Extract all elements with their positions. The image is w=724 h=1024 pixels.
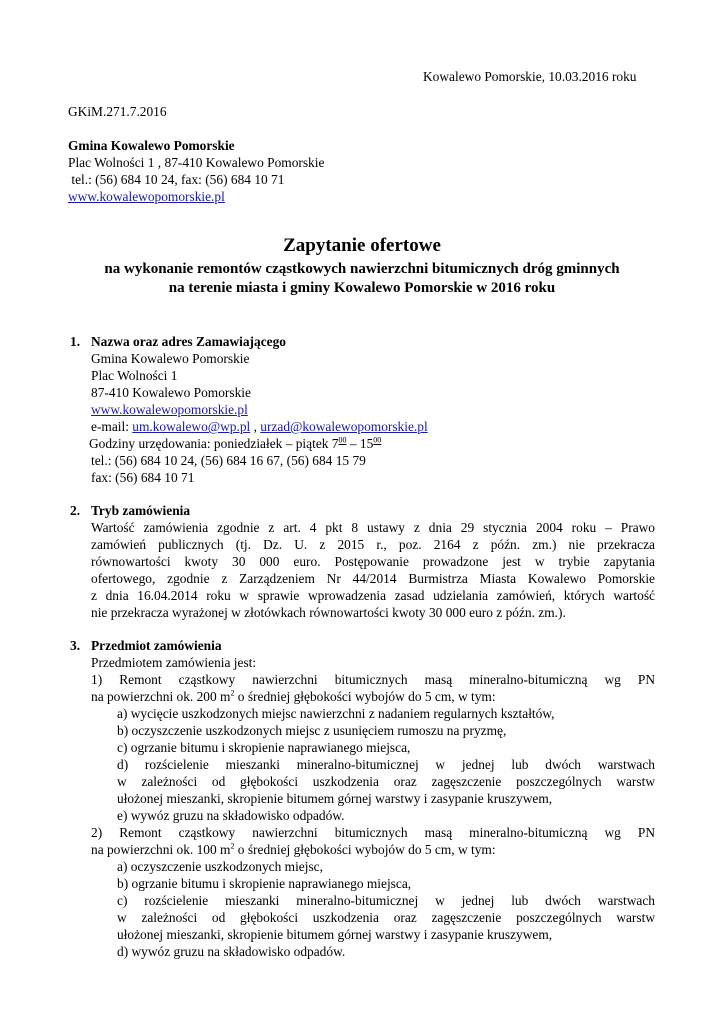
item1-sub: a) wycięcie uszkodzonych miejsc nawierzchni z nadaniem regularnych kształtów,: [117, 706, 555, 721]
item2-line2: [91, 841, 496, 858]
hours-text: Godziny urzędowania: poniedziałek – piątek 7: [89, 436, 339, 451]
item2-area: na powierzchni ok. 100 m: [91, 842, 231, 857]
section1-hours: [89, 435, 381, 452]
item1-line1: 1) Remont cząstkowy nawierzchni bitumicznych masą mineralno-bitumiczną wg PN: [91, 672, 655, 687]
item2-depth: o średniej głębokości wybojów do 5 cm, w tym:: [234, 842, 496, 857]
hours-end-minutes: 00: [373, 435, 382, 445]
section1-number: 1.: [70, 334, 81, 349]
hours-start-minutes: 00: [338, 435, 347, 445]
item1-sub-d: w zależności od głębokości uszkodzenia oraz zagęszczenie poszczególnych warstw: [117, 774, 655, 789]
document-subtitle-line1: na wykonanie remontów cząstkowych nawierzchni bitumicznych dróg gminnych: [104, 261, 620, 277]
item1-area-unit-exponent: 2: [230, 688, 235, 698]
item2-sub-c-last: ułożonej mieszanki, skropienie bitumem górnej warstwy i zasypanie kruszywem,: [117, 927, 553, 942]
item1-sub-d-last: ułożonej mieszanki, skropienie bitumem górnej warstwy i zasypanie kruszywem,: [117, 791, 553, 806]
item1-sub: b) oczyszczenie uszkodzonych miejsc z usunięciem rumoszu na pryzmę,: [117, 723, 507, 738]
place-date: Kowalewo Pomorskie, 10.03.2016 roku: [423, 69, 637, 84]
item2-line1: 2) Remont cząstkowy nawierzchni bitumicznych masą mineralno-bitumiczną wg PN: [91, 825, 655, 840]
section1-email-line: [91, 418, 428, 435]
section1-name: Gmina Kowalewo Pomorskie: [91, 351, 250, 366]
item1-area: na powierzchni ok. 200 m: [91, 689, 231, 704]
item1-sub-d: d) rozścielenie mieszanki mineralno-bitumicznej w jednej lub dwóch warstwach: [117, 757, 655, 772]
item1-sub: c) ogrzanie bitumu i skropienie naprawianego miejsca,: [117, 740, 411, 755]
sender-address: Plac Wolności 1 , 87-410 Kowalewo Pomorskie: [68, 155, 325, 170]
item2-sub-c: w zależności od głębokości uszkodzenia oraz zagęszczenie poszczególnych warstw: [117, 910, 655, 925]
email-link-2[interactable]: urzad@kowalewopomorskie.pl: [260, 419, 428, 434]
item1-sub-e: e) wywóz gruzu na składowisko odpadów.: [117, 808, 345, 823]
section3-number: 3.: [70, 638, 81, 653]
sender-phone: tel.: (56) 684 10 24, fax: (56) 684 10 71: [68, 172, 285, 187]
section1-heading: Nazwa oraz adres Zamawiającego: [91, 334, 286, 349]
item2-sub: a) oczyszczenie uszkodzonych miejsc,: [117, 859, 323, 874]
section2-line: z dnia 16.04.2014 roku w sprawie wprowadzenia zasad udzielania zamówień, których wartość: [91, 588, 655, 603]
section3-heading: Przedmiot zamówienia: [91, 638, 222, 653]
section2-number: 2.: [70, 503, 81, 518]
sender-website-link[interactable]: www.kowalewopomorskie.pl: [68, 189, 225, 204]
item2-sub-d: d) wywóz gruzu na składowisko odpadów.: [117, 944, 346, 959]
section2-line: zamówień publicznych (tj. Dz. U. z 2015 r., poz. 2164 z późn. zm.) nie przekracza: [91, 537, 655, 552]
email-link-1[interactable]: um.kowalewo@wp.pl: [132, 419, 251, 434]
section3-intro: Przedmiotem zamówienia jest:: [91, 655, 257, 670]
email-label: e-mail:: [91, 419, 133, 434]
section1-phone: tel.: (56) 684 10 24, (56) 684 16 67, (56) 684 15 79: [91, 453, 366, 468]
section1-fax: fax: (56) 684 10 71: [91, 470, 195, 485]
reference-number: GKiM.271.7.2016: [68, 104, 167, 119]
document-title: Zapytanie ofertowe: [283, 235, 441, 256]
hours-end-hour: – 15: [346, 436, 374, 451]
section2-line: Wartość zamówienia zgodnie z art. 4 pkt 8 ustawy z dnia 29 stycznia 2004 roku – Prawo: [91, 520, 655, 535]
email-separator: ,: [250, 419, 261, 434]
section1-street: Plac Wolności 1: [91, 368, 178, 383]
section1-website-link[interactable]: www.kowalewopomorskie.pl: [91, 402, 248, 417]
section2-line-last: nie przekracza wyrażonej w złotówkach równowartości kwoty 30 000 euro z późn. zm.).: [91, 605, 566, 620]
item1-line2: [91, 688, 496, 705]
section1-city: 87-410 Kowalewo Pomorskie: [91, 385, 251, 400]
section2-line: równowartości kwoty 30 000 euro. Postępowanie prowadzone jest w trybie zapytania: [91, 554, 655, 569]
item2-area-unit-exponent: 2: [230, 841, 235, 851]
item2-sub-c: c) rozścielenie mieszanki mineralno-bitumicznej w jednej lub dwóch warstwach: [117, 893, 655, 908]
sender-name: Gmina Kowalewo Pomorskie: [68, 138, 235, 153]
document-subtitle-line2: na terenie miasta i gminy Kowalewo Pomorskie w 2016 roku: [168, 280, 556, 296]
item1-depth: o średniej głębokości wybojów do 5 cm, w tym:: [234, 689, 496, 704]
section2-line: ofertowego, zgodnie z Zarządzeniem Nr 44/2014 Burmistrza Miasta Kowalewo Pomorskie: [91, 571, 655, 586]
item2-sub: b) ogrzanie bitumu i skropienie naprawianego miejsca,: [117, 876, 412, 891]
section2-heading: Tryb zamówienia: [91, 503, 191, 518]
